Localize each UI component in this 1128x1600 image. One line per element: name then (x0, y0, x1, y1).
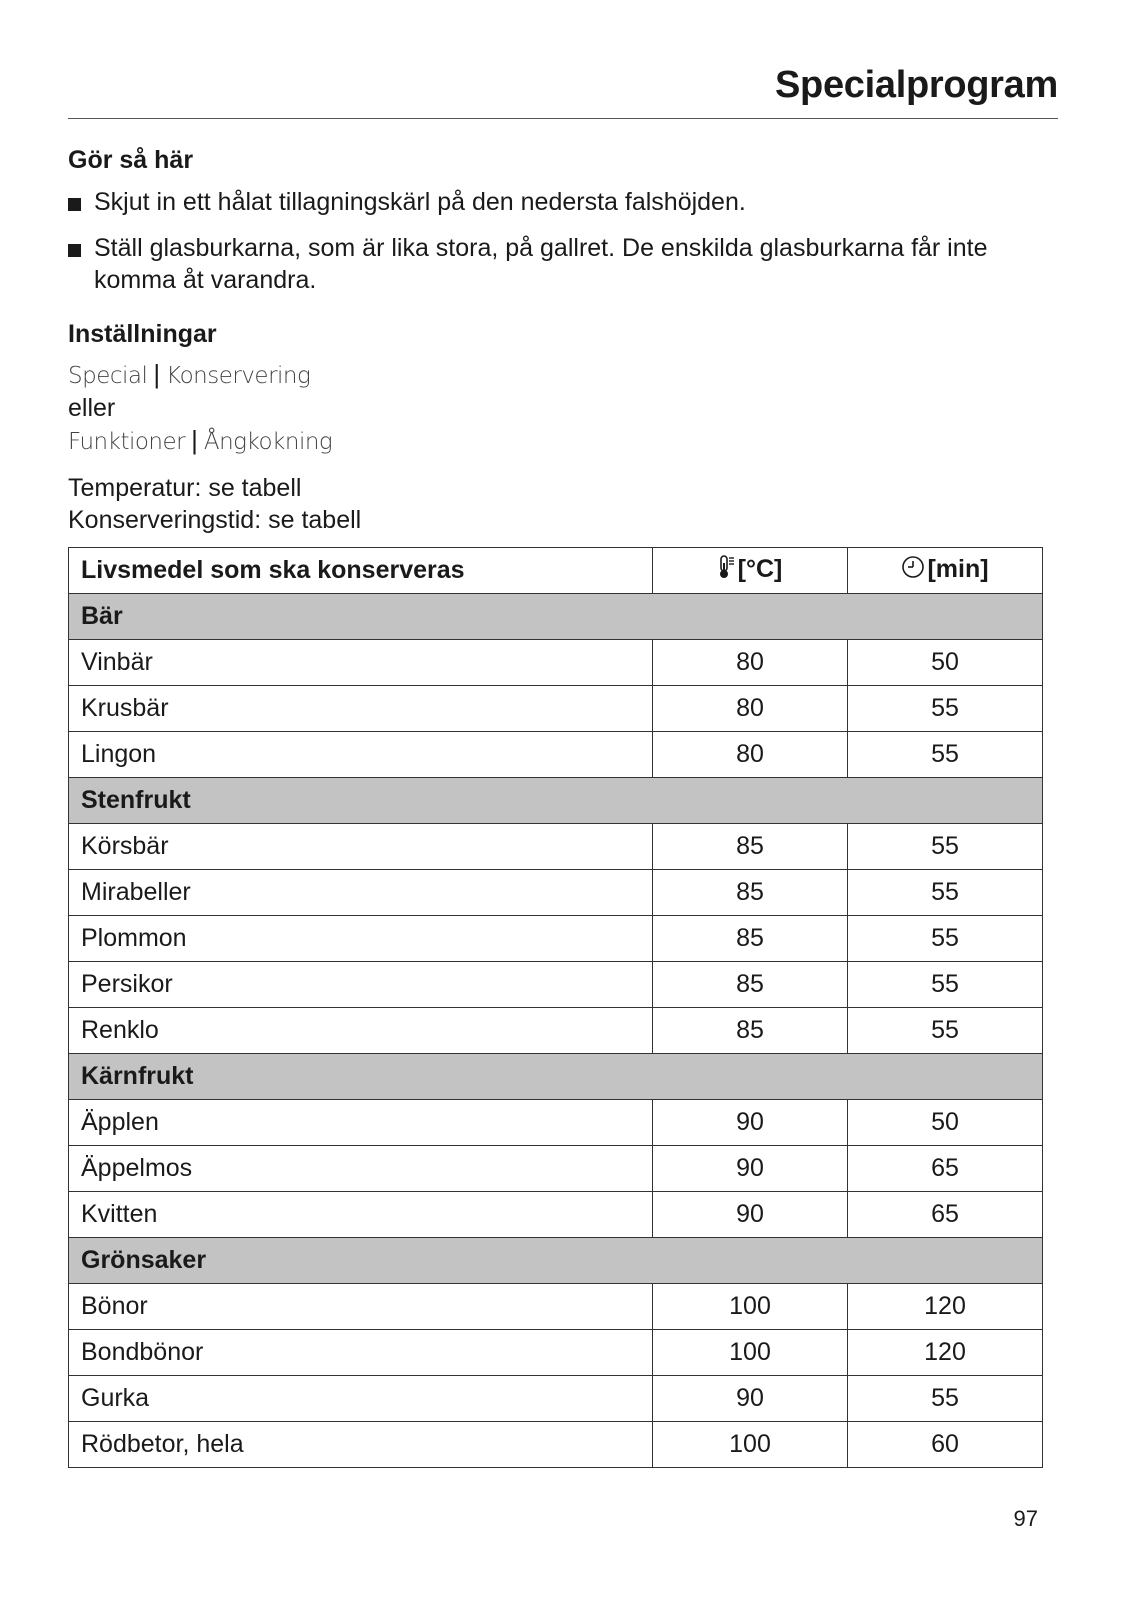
menu-label: Ångkokning (203, 429, 333, 455)
table-group-row (69, 1054, 1043, 1100)
temperature-cell: 100 (653, 1284, 848, 1330)
temperature-cell: 100 (653, 1422, 848, 1468)
table-row (69, 962, 1043, 1008)
menu-label: Special (68, 363, 148, 389)
menu-separator: | (191, 425, 198, 455)
food-cell: Renklo (69, 1008, 653, 1054)
or-text: eller (68, 394, 116, 422)
temperature-cell: 90 (653, 1192, 848, 1238)
page-number: 97 (1013, 1506, 1038, 1531)
food-cell: Lingon (69, 732, 653, 778)
group-name: Kärnfrukt (69, 1054, 1043, 1100)
time-cell: 55 (848, 870, 1043, 916)
how-to-list (68, 186, 1058, 296)
table-row (69, 1100, 1043, 1146)
food-cell: Äpplen (69, 1100, 653, 1146)
list-item (68, 232, 1058, 296)
time-text: Konserveringstid: se tabell (68, 506, 362, 534)
table-group-row (69, 778, 1043, 824)
food-cell: Bönor (69, 1284, 653, 1330)
table-row (69, 686, 1043, 732)
table-row (69, 640, 1043, 686)
menu-label: Konservering (166, 363, 311, 389)
bullet-square-icon (68, 198, 81, 211)
food-cell: Bondbönor (69, 1330, 653, 1376)
table-row (69, 1008, 1043, 1054)
food-cell: Mirabeller (69, 870, 653, 916)
table-row (69, 1192, 1043, 1238)
parameters (68, 472, 1058, 536)
temperature-cell: 80 (653, 732, 848, 778)
table-row (69, 1330, 1043, 1376)
temperature-cell: 80 (653, 686, 848, 732)
table-row (69, 732, 1043, 778)
time-cell: 55 (848, 732, 1043, 778)
table-group-row (69, 594, 1043, 640)
food-cell: Äppelmos (69, 1146, 653, 1192)
time-cell: 50 (848, 640, 1043, 686)
time-cell: 65 (848, 1146, 1043, 1192)
table-row (69, 870, 1043, 916)
group-name: Grönsaker (69, 1238, 1043, 1284)
time-cell: 55 (848, 824, 1043, 870)
bullet-text: Skjut in ett hålat tillagningskärl på den nedersta falshöjden. (94, 188, 746, 216)
how-to-heading: Gör så här (68, 146, 194, 174)
temperature-column-header (653, 548, 848, 594)
thermometer-icon (718, 555, 736, 586)
time-cell: 65 (848, 1192, 1043, 1238)
time-cell: 55 (848, 1376, 1043, 1422)
time-cell: 50 (848, 1100, 1043, 1146)
food-cell: Kvitten (69, 1192, 653, 1238)
menu-label: Funktioner (68, 429, 186, 455)
header-divider (68, 118, 1058, 119)
temperature-cell: 80 (653, 640, 848, 686)
food-cell: Rödbetor, hela (69, 1422, 653, 1468)
table-row (69, 1284, 1043, 1330)
time-cell: 60 (848, 1422, 1043, 1468)
time-cell: 120 (848, 1330, 1043, 1376)
time-cell: 120 (848, 1284, 1043, 1330)
time-unit: [min] (927, 555, 989, 584)
temperature-cell: 90 (653, 1100, 848, 1146)
temperature-cell: 85 (653, 870, 848, 916)
food-cell: Körsbär (69, 824, 653, 870)
instructions-section (68, 144, 1058, 536)
temperature-cell: 90 (653, 1376, 848, 1422)
time-cell: 55 (848, 916, 1043, 962)
table-row (69, 824, 1043, 870)
settings-heading: Inställningar (68, 320, 217, 348)
food-cell: Krusbär (69, 686, 653, 732)
temperature-text: Temperatur: se tabell (68, 474, 302, 502)
temperature-cell: 100 (653, 1330, 848, 1376)
page-title: Specialprogram (774, 64, 1058, 106)
time-cell: 55 (848, 686, 1043, 732)
temperature-cell: 85 (653, 962, 848, 1008)
bullet-square-icon (68, 244, 81, 257)
menu-separator: | (153, 359, 161, 389)
table-row (69, 1422, 1043, 1468)
list-item (68, 186, 1058, 218)
preserving-table (68, 547, 1043, 1468)
temperature-cell: 90 (653, 1146, 848, 1192)
clock-icon (901, 555, 925, 586)
food-cell: Vinbär (69, 640, 653, 686)
bullet-text: Ställ glasburkarna, som är lika stora, på gallret. De enskilda glasburkarna får inte komma åt varandra. (94, 234, 988, 294)
food-cell: Gurka (69, 1376, 653, 1422)
time-column-header (848, 548, 1043, 594)
temperature-cell: 85 (653, 1008, 848, 1054)
table-row (69, 1146, 1043, 1192)
temperature-cell: 85 (653, 916, 848, 962)
table-body (69, 594, 1043, 1468)
food-cell: Plommon (69, 916, 653, 962)
group-name: Bär (69, 594, 1043, 640)
time-cell: 55 (848, 1008, 1043, 1054)
table-row (69, 916, 1043, 962)
food-cell: Persikor (69, 962, 653, 1008)
menu-path-functions (68, 424, 1058, 458)
time-cell: 55 (848, 962, 1043, 1008)
temperature-unit: [°C] (737, 555, 783, 584)
table-group-row (69, 1238, 1043, 1284)
food-column-header: Livsmedel som ska konserveras (69, 548, 653, 594)
table-row (69, 1376, 1043, 1422)
group-name: Stenfrukt (69, 778, 1043, 824)
temperature-cell: 85 (653, 824, 848, 870)
menu-path-special (68, 358, 1058, 392)
table-header-row (69, 548, 1043, 594)
